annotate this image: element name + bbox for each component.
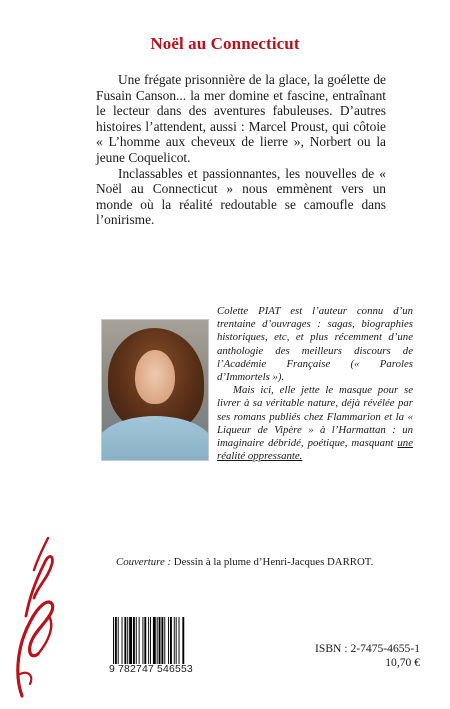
blurb-paragraph: Une frégate prisonnière de la glace, la goélette de Fusain Canson... la mer domine et fascine, entraînant le lecteur dans des aventures fabuleuses. D’autres histoires l’attendent, aussi : Marcel Proust, qui côtoie « L’homme aux cheveux de lierre », Norbert ou la jeune Coquelicot. bbox=[96, 72, 386, 165]
cover-credit-text: Dessin à la plume d’Henri-Jacques DARROT. bbox=[171, 556, 374, 568]
book-title: Noël au Connecticut bbox=[150, 34, 300, 53]
author-photo bbox=[101, 319, 209, 461]
price: 10,70 € bbox=[385, 656, 420, 669]
bio-paragraph bbox=[217, 305, 413, 384]
bio-text: est l’auteur connu d’un trentaine d’ouvrages : sagas, biographies historiques, etc, et plus récemment d’une anthologie des meilleurs discours de l’Académie Française (« Paroles d’Immortels »). bbox=[217, 305, 413, 384]
isbn: ISBN : 2-7475-4655-1 bbox=[315, 642, 420, 655]
cover-credit bbox=[116, 556, 426, 568]
cover-credit-label: Couverture : bbox=[116, 556, 172, 568]
bio-underlined-text: une réalité oppressante. bbox=[217, 437, 413, 463]
bio-text: Mais ici, elle jette le masque pour se livrer à sa véritable nature, déjà révélée par ses romans publiés chez Flammarion et la « Liqueur de Vipère » à l’Harmattan : un imaginaire débridé, poétique, masquant bbox=[217, 384, 413, 450]
publisher-logo bbox=[8, 524, 64, 704]
barcode-number: 9 782747 546553 bbox=[109, 664, 229, 675]
blurb-paragraph: Inclassables et passionnantes, les nouvelles de « Noël au Connecticut » nous emmènent vers un monde où la réalité redoutable se camoufle dans l’onirisme. bbox=[96, 165, 386, 228]
author-bio bbox=[217, 305, 413, 463]
back-cover-blurb bbox=[96, 72, 386, 228]
isbn-block bbox=[300, 642, 420, 670]
bio-paragraph bbox=[217, 384, 413, 463]
author-name: Colette PIAT bbox=[217, 305, 281, 317]
